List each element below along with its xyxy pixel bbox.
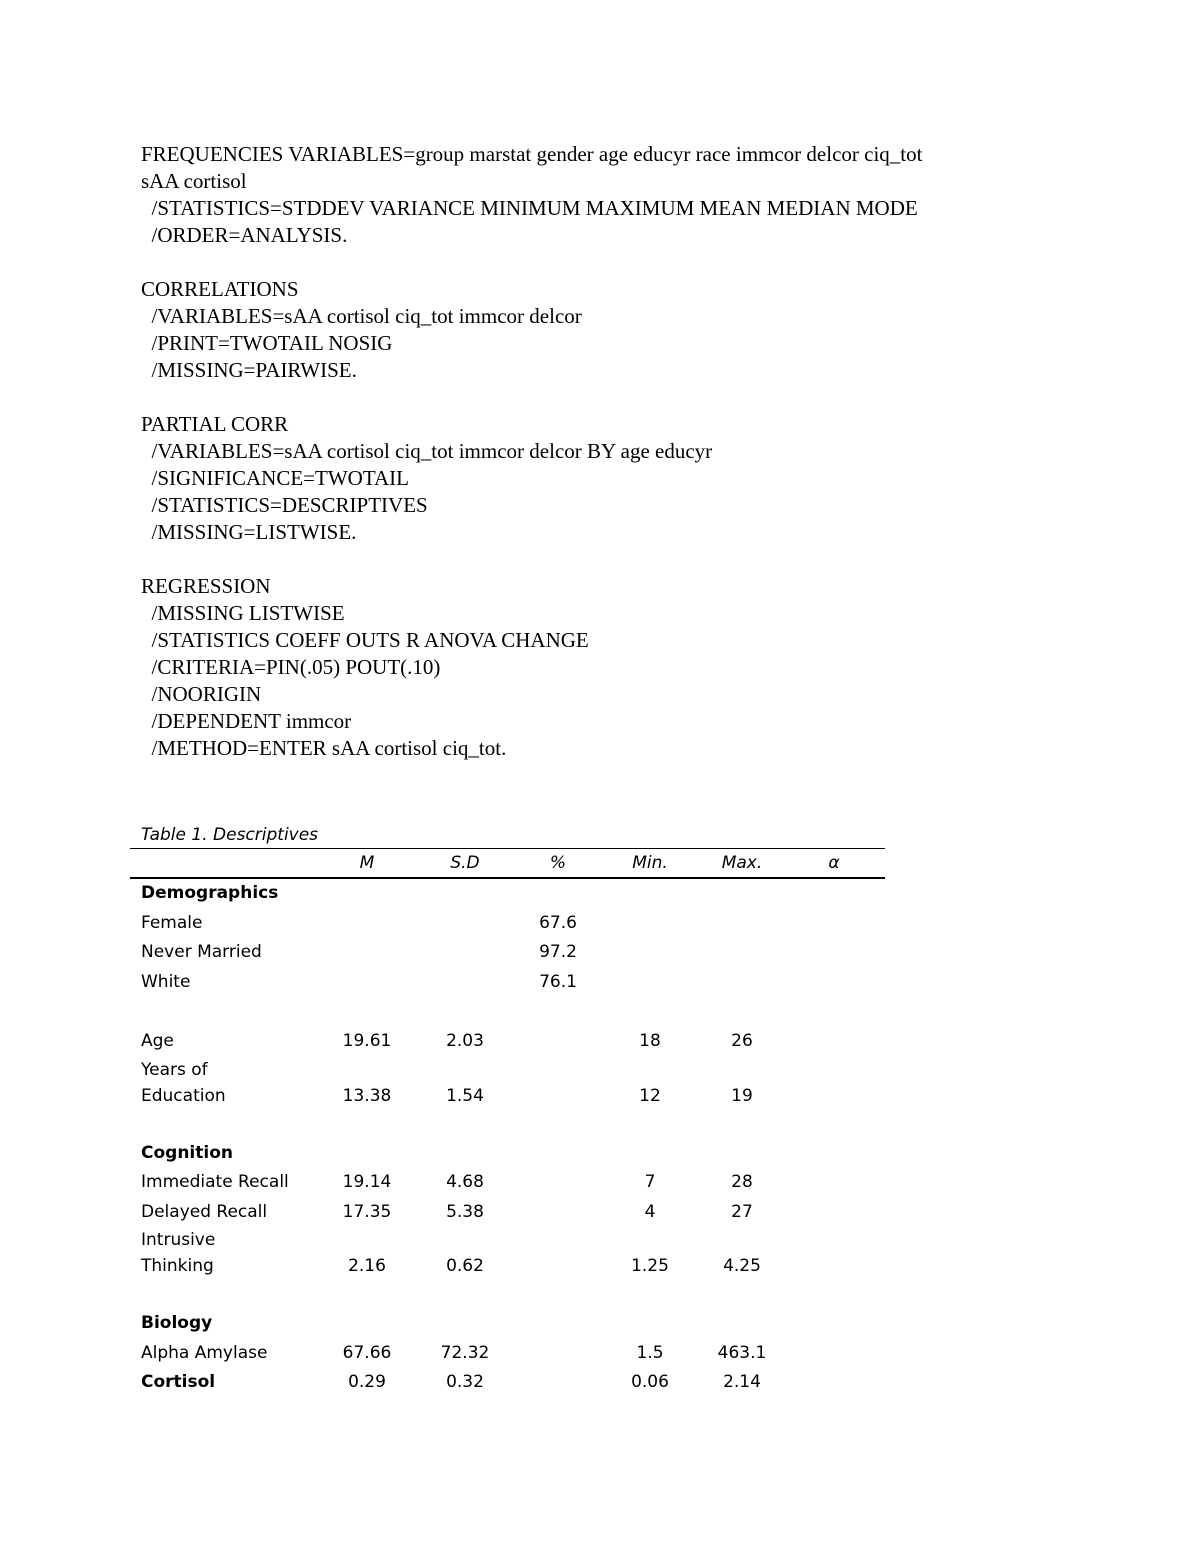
cell-min: 1.25 bbox=[631, 1256, 669, 1276]
cell-sd: 4.68 bbox=[446, 1172, 484, 1192]
syntax-line: /VARIABLES=sAA cortisol ciq_tot immcor delcor bbox=[141, 304, 582, 328]
section-heading: Demographics bbox=[141, 883, 279, 903]
syntax-line: sAA cortisol bbox=[141, 169, 247, 193]
cell-max: 27 bbox=[731, 1201, 753, 1222]
table-spacer bbox=[130, 1279, 885, 1309]
syntax-line: /MISSING=PAIRWISE. bbox=[141, 358, 357, 382]
table-row bbox=[130, 1368, 885, 1398]
section-heading: Cognition bbox=[141, 1142, 233, 1163]
cell-percent: 97.2 bbox=[539, 942, 577, 962]
cell-min: 1.5 bbox=[636, 1342, 664, 1363]
row-label: White bbox=[141, 971, 191, 992]
table-row bbox=[130, 1027, 885, 1057]
syntax-line: /STATISTICS=DESCRIPTIVES bbox=[141, 493, 428, 517]
cell-min: 0.06 bbox=[631, 1372, 669, 1392]
row-label: Age bbox=[141, 1031, 174, 1051]
row-label: Never Married bbox=[141, 942, 262, 962]
row-label: Cortisol bbox=[141, 1372, 216, 1392]
header-min: Min. bbox=[632, 853, 668, 873]
table-row bbox=[130, 968, 885, 998]
syntax-line: /NOORIGIN bbox=[141, 682, 262, 706]
cell-m: 19.61 bbox=[342, 1031, 392, 1051]
syntax-line: /CRITERIA=PIN(.05) POUT(.10) bbox=[141, 655, 441, 679]
header-sd: S.D bbox=[450, 853, 480, 873]
syntax-line: REGRESSION bbox=[141, 574, 271, 598]
table-row bbox=[130, 909, 885, 939]
table-spacer bbox=[130, 997, 885, 1027]
cell-sd: 0.62 bbox=[446, 1256, 484, 1276]
syntax-line: /STATISTICS COEFF OUTS R ANOVA CHANGE bbox=[141, 628, 589, 652]
syntax-line: /METHOD=ENTER sAA cortisol ciq_tot. bbox=[141, 736, 507, 760]
table-row bbox=[130, 1168, 885, 1198]
spss-syntax bbox=[141, 141, 1041, 762]
cell-sd: 5.38 bbox=[446, 1201, 484, 1222]
section-row-demographics bbox=[130, 879, 885, 909]
table-row bbox=[130, 1339, 885, 1369]
section-row-biology bbox=[130, 1309, 885, 1339]
row-label: Delayed Recall bbox=[141, 1201, 268, 1222]
cell-min: 12 bbox=[639, 1085, 661, 1106]
cell-m: 19.14 bbox=[342, 1172, 392, 1192]
cell-sd: 1.54 bbox=[446, 1085, 484, 1106]
syntax-line: /MISSING LISTWISE bbox=[141, 601, 345, 625]
header-m: M bbox=[359, 853, 375, 873]
cell-sd: 2.03 bbox=[446, 1031, 484, 1051]
cell-max: 28 bbox=[731, 1172, 753, 1192]
cell-percent: 67.6 bbox=[539, 912, 577, 933]
syntax-line: /STATISTICS=STDDEV VARIANCE MINIMUM MAXIMUM MEAN MEDIAN MODE bbox=[141, 196, 918, 220]
cell-max: 26 bbox=[731, 1031, 753, 1051]
cell-m: 17.35 bbox=[342, 1201, 392, 1222]
cell-sd: 72.32 bbox=[440, 1342, 490, 1363]
cell-min: 18 bbox=[639, 1031, 661, 1051]
header-percent: % bbox=[549, 853, 567, 873]
table-caption: Table 1. Descriptives bbox=[141, 825, 319, 845]
cell-m: 13.38 bbox=[342, 1085, 392, 1106]
cell-m: 0.29 bbox=[348, 1372, 386, 1392]
cell-max: 2.14 bbox=[723, 1372, 761, 1392]
cell-m: 67.66 bbox=[342, 1342, 392, 1363]
syntax-line: PARTIAL CORR bbox=[141, 412, 289, 436]
syntax-line: /VARIABLES=sAA cortisol ciq_tot immcor delcor BY age educyr bbox=[141, 439, 713, 463]
cell-max: 4.25 bbox=[723, 1256, 761, 1276]
table-spacer bbox=[130, 1109, 885, 1139]
table-header-row bbox=[130, 849, 885, 877]
row-label: Immediate Recall bbox=[141, 1172, 289, 1192]
syntax-line: /MISSING=LISTWISE. bbox=[141, 520, 357, 544]
table-row bbox=[130, 1057, 885, 1109]
syntax-line: FREQUENCIES VARIABLES=group marstat gender age educyr race immcor delcor ciq_tot bbox=[141, 142, 923, 166]
section-row-cognition bbox=[130, 1139, 885, 1169]
row-label: Years of Education bbox=[141, 1059, 226, 1106]
table-row bbox=[130, 938, 885, 968]
syntax-line: /SIGNIFICANCE=TWOTAIL bbox=[141, 466, 409, 490]
syntax-line: /PRINT=TWOTAIL NOSIG bbox=[141, 331, 393, 355]
table-row bbox=[130, 1198, 885, 1228]
table-row bbox=[130, 1227, 885, 1279]
cell-max: 19 bbox=[731, 1085, 753, 1106]
row-label: Intrusive Thinking bbox=[141, 1230, 216, 1276]
cell-m: 2.16 bbox=[348, 1256, 386, 1276]
cell-percent: 76.1 bbox=[539, 971, 577, 992]
syntax-line: /ORDER=ANALYSIS. bbox=[141, 223, 348, 247]
row-label: Alpha Amylase bbox=[141, 1342, 268, 1363]
descriptives-table bbox=[130, 822, 885, 1398]
cell-min: 7 bbox=[644, 1172, 656, 1192]
syntax-line: CORRELATIONS bbox=[141, 277, 299, 301]
cell-min: 4 bbox=[644, 1201, 656, 1222]
blank-line bbox=[141, 546, 1041, 573]
blank-line bbox=[141, 384, 1041, 411]
header-alpha: α bbox=[828, 853, 840, 873]
syntax-line: /DEPENDENT immcor bbox=[141, 709, 352, 733]
cell-sd: 0.32 bbox=[446, 1372, 484, 1392]
header-max: Max. bbox=[721, 853, 763, 873]
section-heading: Biology bbox=[141, 1313, 213, 1333]
blank-line bbox=[141, 249, 1041, 276]
row-label: Female bbox=[141, 912, 203, 933]
cell-max: 463.1 bbox=[717, 1342, 767, 1363]
